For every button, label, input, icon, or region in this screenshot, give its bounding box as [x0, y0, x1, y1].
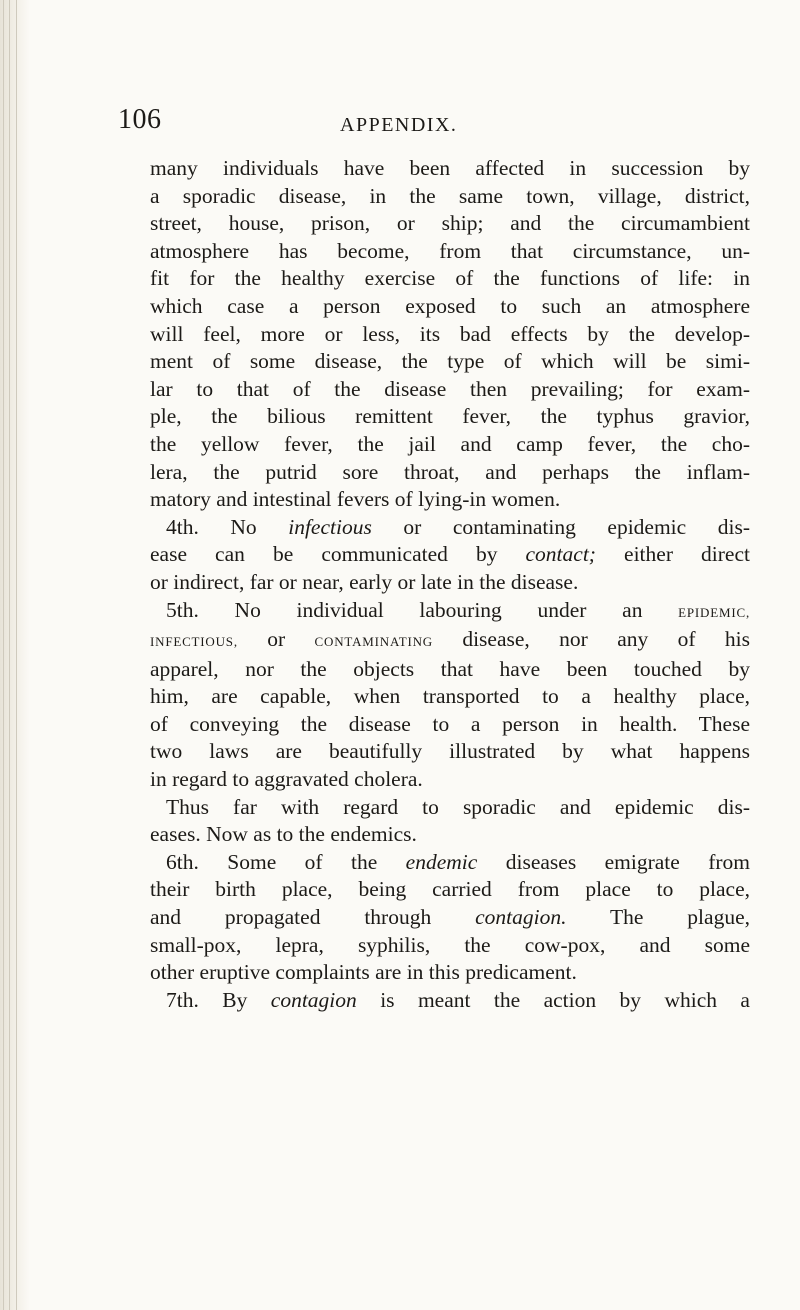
text-line: [150, 794, 750, 822]
text-line: [150, 626, 750, 656]
text-run: will feel, more or less, its bad effects by the develop-: [150, 321, 750, 346]
page-number: 106: [118, 104, 162, 135]
italic-run: endemic: [405, 849, 478, 874]
text-run: other eruptive complaints are in this predicament.: [150, 960, 577, 985]
running-head: APPENDIX.: [340, 114, 458, 136]
text-line: [150, 849, 750, 877]
text-line: [150, 293, 750, 321]
text-line: [150, 459, 750, 487]
gutter-line: [16, 0, 17, 1310]
text-line: [150, 904, 750, 932]
text-run: which case a person exposed to such an atmosphere: [150, 293, 750, 318]
text-run: or contaminating epidemic dis-: [371, 514, 751, 539]
text-run: him, are capable, when transported to a healthy place,: [150, 684, 750, 709]
text-run: 4th. No: [166, 514, 289, 539]
text-line: [150, 821, 750, 849]
text-run: a sporadic disease, in the same town, village, district,: [150, 183, 750, 208]
italic-run: contagion.: [475, 905, 567, 930]
text-run: apparel, nor the objects that have been touched by: [150, 656, 750, 681]
text-run: disease, nor any of his: [432, 627, 750, 652]
text-line: [150, 766, 750, 794]
text-run: their birth place, being carried from place to place,: [150, 877, 750, 902]
text-run: eases. Now as to the endemics.: [150, 822, 417, 847]
text-line: [150, 541, 750, 569]
text-line: [150, 403, 750, 431]
text-run: street, house, prison, or ship; and the circumambient: [150, 211, 750, 236]
text-line: [150, 265, 750, 293]
binding-gutter: [0, 0, 30, 1310]
gutter-line: [9, 0, 10, 1310]
text-line: [150, 431, 750, 459]
italic-run: contact;: [525, 542, 596, 567]
page-header: [0, 104, 800, 144]
body-text: [150, 155, 750, 1014]
italic-run: infectious: [288, 514, 372, 539]
text-line: [150, 238, 750, 266]
text-run: and propagated through: [150, 905, 476, 930]
gutter-line: [3, 0, 4, 1310]
text-line: [150, 514, 750, 542]
text-run: ple, the bilious remittent fever, the typhus gravior,: [150, 404, 750, 429]
text-line: [150, 321, 750, 349]
text-line: [150, 876, 750, 904]
text-run: either direct: [595, 542, 750, 567]
text-run: two laws are beautifully illustrated by what happens: [150, 739, 750, 764]
text-line: [150, 738, 750, 766]
text-run: The plague,: [566, 905, 750, 930]
text-run: or: [237, 627, 315, 652]
text-line: [150, 711, 750, 739]
text-run: 5th. No individual labouring under an: [166, 597, 679, 622]
text-run: lera, the putrid sore throat, and perhaps the inflam-: [150, 459, 750, 484]
text-line: [150, 210, 750, 238]
text-run: is meant the action by which a: [356, 987, 750, 1012]
text-run: Thus far with regard to sporadic and epidemic dis-: [166, 794, 750, 819]
text-run: 7th. By: [166, 987, 271, 1012]
text-line: [150, 569, 750, 597]
italic-run: contagion: [270, 987, 357, 1012]
text-run: ment of some disease, the type of which will be simi-: [150, 349, 750, 374]
text-run: ease can be communicated by: [150, 542, 526, 567]
text-line: [150, 348, 750, 376]
small-caps-run: INFECTIOUS,: [150, 634, 238, 650]
text-line: [150, 183, 750, 211]
text-run: in regard to aggravated cholera.: [150, 767, 423, 792]
text-run: matory and intestinal fevers of lying-in women.: [150, 487, 561, 512]
text-run: lar to that of the disease then prevailing; for exam-: [150, 376, 750, 401]
text-line: [150, 155, 750, 183]
small-caps-run: CONTAMINATING: [314, 634, 433, 650]
text-run: many individuals have been affected in succession by: [150, 156, 750, 180]
text-run: atmosphere has become, from that circumstance, un-: [150, 238, 750, 263]
text-line: [150, 683, 750, 711]
text-run: the yellow fever, the jail and camp fever, the cho-: [150, 431, 750, 456]
text-run: small-pox, lepra, syphilis, the cow-pox, and some: [150, 932, 750, 957]
text-run: diseases emigrate from: [477, 849, 751, 874]
text-run: 6th. Some of the: [166, 849, 406, 874]
text-run: of conveying the disease to a person in health. These: [150, 711, 750, 736]
text-run: fit for the healthy exercise of the functions of life: in: [150, 266, 750, 291]
text-line: [150, 959, 750, 987]
text-line: [150, 486, 750, 514]
small-caps-run: EPIDEMIC,: [678, 604, 750, 620]
text-run: or indirect, far or near, early or late in the disease.: [150, 569, 579, 594]
text-line: [150, 932, 750, 960]
text-line: [150, 656, 750, 684]
text-line: [150, 376, 750, 404]
text-line: [150, 597, 750, 627]
text-line: [150, 987, 750, 1015]
